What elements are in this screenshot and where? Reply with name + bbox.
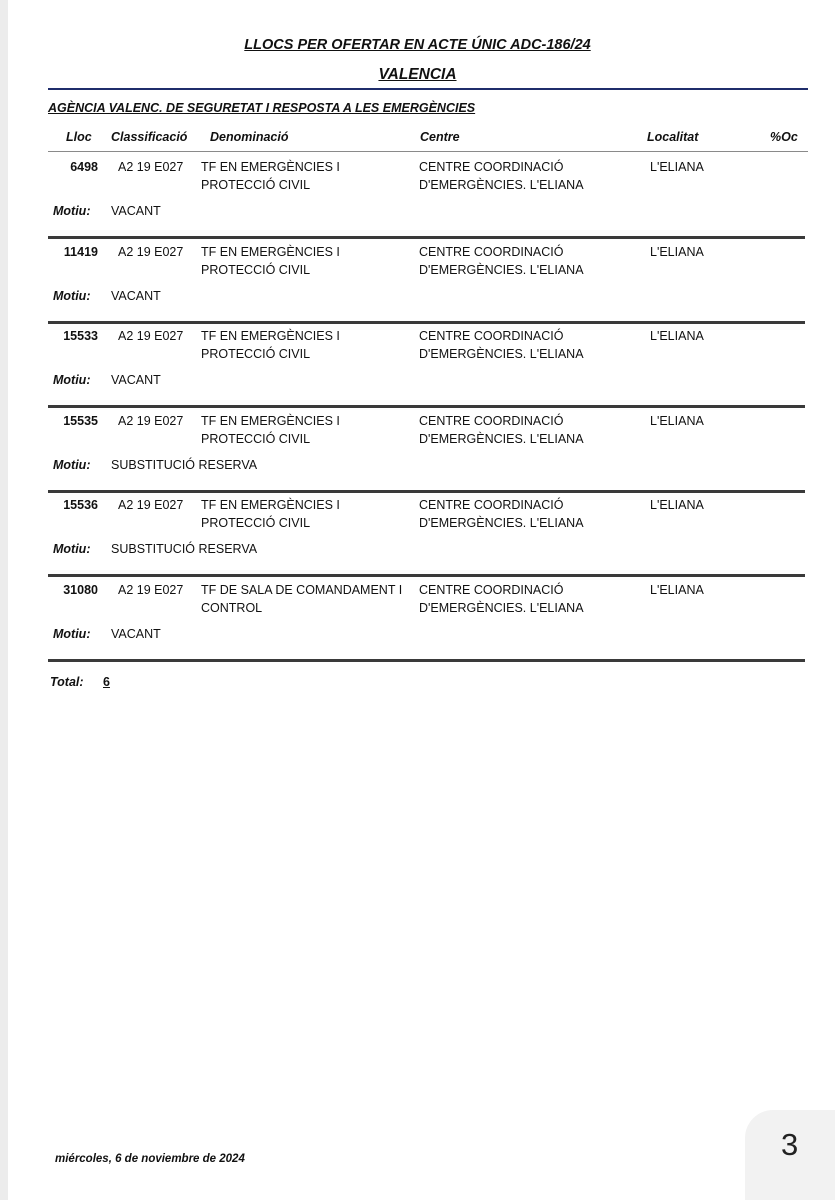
- row-divider: [48, 574, 805, 577]
- row-divider: [48, 659, 805, 662]
- localitat-cell: L'ELIANA: [650, 582, 704, 597]
- denominacio-cell: TF EN EMERGÈNCIES I PROTECCIÓ CIVIL: [201, 413, 340, 446]
- centre-cell: CENTRE COORDINACIÓ D'EMERGÈNCIES. L'ELIANA: [419, 413, 584, 446]
- table-row: [0, 581, 835, 666]
- motiu-label: Motiu:: [53, 204, 91, 218]
- centre-cell: CENTRE COORDINACIÓ D'EMERGÈNCIES. L'ELIANA: [419, 498, 584, 530]
- col-header-classificacio: Classificació: [111, 130, 188, 144]
- centre-cell: CENTRE COORDINACIÓ D'EMERGÈNCIES. L'ELIANA: [419, 582, 584, 615]
- motiu-value: SUBSTITUCIÓ RESERVA: [111, 457, 258, 472]
- classificacio-cell: A2 19 E027: [118, 498, 184, 512]
- centre-cell: CENTRE COORDINACIÓ D'EMERGÈNCIES. L'ELIANA: [419, 329, 584, 361]
- centre-cell: CENTRE COORDINACIÓ D'EMERGÈNCIES. L'ELIANA: [419, 160, 584, 192]
- table-row: [0, 243, 835, 328]
- lloc-cell: 15536: [63, 498, 98, 512]
- table-row: [0, 158, 835, 243]
- centre-cell: CENTRE COORDINACIÓ D'EMERGÈNCIES. L'ELIANA: [419, 244, 584, 277]
- lloc-cell: 6498: [70, 160, 98, 174]
- motiu-value: VACANT: [111, 288, 161, 303]
- col-header-denominacio: Denominació: [210, 130, 289, 144]
- column-header-divider: [48, 151, 808, 152]
- col-header-lloc: Lloc: [66, 130, 92, 144]
- motiu-label: Motiu:: [53, 626, 91, 641]
- localitat-cell: L'ELIANA: [650, 160, 704, 174]
- motiu-value: VACANT: [111, 626, 161, 641]
- denominacio-cell: TF DE SALA DE COMANDAMENT I CONTROL: [201, 582, 403, 615]
- row-divider: [48, 405, 805, 408]
- row-divider: [48, 236, 805, 239]
- lloc-cell: 15533: [63, 329, 98, 343]
- classificacio-cell: A2 19 E027: [118, 160, 184, 174]
- classificacio-cell: A2 19 E027: [118, 329, 184, 343]
- classificacio-cell: A2 19 E027: [118, 244, 184, 259]
- col-header-centre: Centre: [420, 130, 460, 144]
- motiu-label: Motiu:: [53, 457, 91, 472]
- denominacio-cell: TF EN EMERGÈNCIES I PROTECCIÓ CIVIL: [201, 160, 340, 192]
- col-header-oc: %Oc: [770, 130, 798, 144]
- header-divider: [48, 88, 808, 90]
- denominacio-cell: TF EN EMERGÈNCIES I PROTECCIÓ CIVIL: [201, 244, 340, 277]
- motiu-value: VACANT: [111, 373, 161, 387]
- row-divider: [48, 490, 805, 493]
- footer-date: miércoles, 6 de noviembre de 2024: [55, 1153, 245, 1165]
- motiu-label: Motiu:: [53, 542, 91, 556]
- page-number: 3: [781, 1127, 799, 1162]
- localitat-cell: L'ELIANA: [650, 244, 704, 259]
- agency-heading: AGÈNCIA VALENC. DE SEGURETAT I RESPOSTA A LES EMERGÈNCIES: [48, 101, 476, 115]
- table-row: [0, 327, 835, 412]
- localitat-cell: L'ELIANA: [650, 498, 704, 512]
- lloc-cell: 31080: [63, 582, 98, 597]
- page-number-badge: [745, 1110, 835, 1200]
- total-label: Total:: [50, 675, 84, 689]
- document-title: LLOCS PER OFERTAR EN ACTE ÚNIC ADC-186/24: [244, 37, 591, 53]
- lloc-cell: 15535: [63, 413, 98, 428]
- table-row: [0, 496, 835, 581]
- row-divider: [48, 321, 805, 324]
- denominacio-cell: TF EN EMERGÈNCIES I PROTECCIÓ CIVIL: [201, 498, 340, 530]
- motiu-value: VACANT: [111, 204, 161, 218]
- total-value: 6: [103, 675, 110, 689]
- motiu-label: Motiu:: [53, 288, 91, 303]
- classificacio-cell: A2 19 E027: [118, 413, 184, 428]
- classificacio-cell: A2 19 E027: [118, 582, 184, 597]
- motiu-value: SUBSTITUCIÓ RESERVA: [111, 542, 258, 556]
- motiu-label: Motiu:: [53, 373, 91, 387]
- lloc-cell: 11419: [63, 244, 98, 259]
- denominacio-cell: TF EN EMERGÈNCIES I PROTECCIÓ CIVIL: [201, 329, 340, 361]
- col-header-localitat: Localitat: [647, 130, 699, 144]
- city-heading: VALENCIA: [378, 66, 457, 83]
- localitat-cell: L'ELIANA: [650, 329, 704, 343]
- table-row: [0, 412, 835, 497]
- localitat-cell: L'ELIANA: [650, 413, 704, 428]
